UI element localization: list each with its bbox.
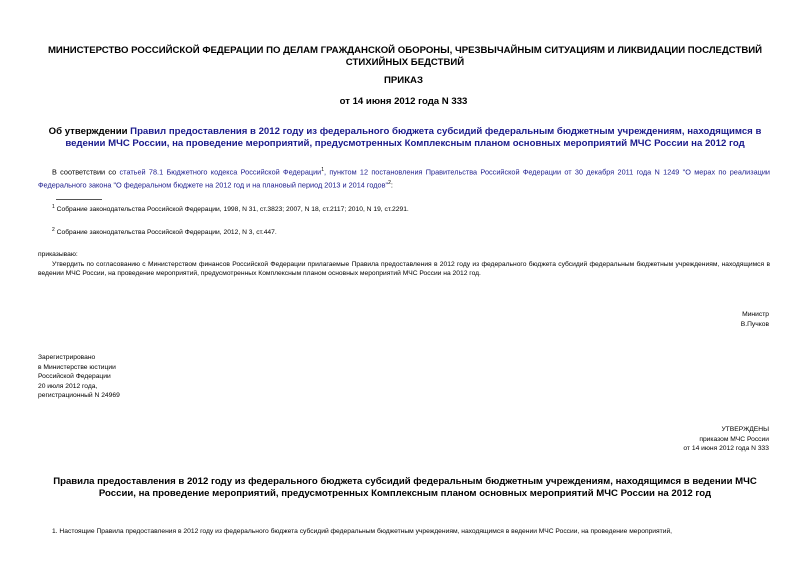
document-date: от 14 июня 2012 года N 333: [339, 96, 468, 107]
document-title: [40, 126, 770, 150]
signature-name: В.Пучков: [740, 320, 769, 328]
approved-line: от 14 июня 2012 года N 333: [683, 445, 769, 452]
registration-line: Зарегистрировано: [38, 354, 96, 361]
footnote-2: [52, 226, 784, 237]
footnote-text: Собрание законодательства Российской Федерации, 1998, N 31, ст.3823; 2007, N 18, ст.2117; 2010, N 19, ст.2291.: [56, 206, 409, 214]
footnote-mark: 1: [52, 204, 55, 210]
footnote-1: [52, 203, 784, 214]
approved-line: УТВЕРЖДЕНЫ: [721, 426, 769, 433]
intro-paragraph: [38, 165, 770, 191]
signature-block: [741, 310, 769, 329]
footnote-mark: 2: [52, 227, 55, 233]
order-text: Утвердить по согласованию с Министерством финансов Российской Федерации прилагаемые Правила предоставления в 2012 году из федерального бюджета субсидий федеральным бюджетным учреждениям, находящимся в ведении МЧС России, на проведение мероприятий, предусмотренных Комплексным планом основных мероприятий МЧС России на 2012 год.: [38, 261, 770, 277]
title-prefix: Об утверждении: [48, 126, 131, 137]
registration-line: в Министерстве юстиции: [38, 363, 116, 371]
intro-end: :: [390, 180, 393, 190]
registration-line: Российской Федерации: [38, 373, 111, 381]
rules-title: Правила предоставления в 2012 году из федерального бюджета субсидий федеральным бюджетным учреждениям, находящимся в ведении МЧС России, на проведение мероприятий, предусмотренных Комплексным планом основных мероприятий МЧС России на 2012 год: [53, 476, 757, 499]
order-verb: приказываю:: [38, 251, 78, 258]
registration-block: [38, 353, 120, 401]
footnote-text: Собрание законодательства Российской Федерации, 2012, N 3, ст.447.: [56, 229, 277, 237]
ministry-heading: МИНИСТЕРСТВО РОССИЙСКОЙ ФЕДЕРАЦИИ ПО ДЕЛАМ ГРАЖДАНСКОЙ ОБОРОНЫ, ЧРЕЗВЫЧАЙНЫМ СИТУАЦИЯМ И ЛИКВИДАЦИИ ПОСЛЕДСТВИЙ СТИХИЙНЫХ БЕДСТВИЙ: [47, 45, 763, 68]
approved-line: приказом МЧС России: [699, 435, 769, 443]
footnote-ref-2[interactable]: 2: [388, 179, 391, 186]
intro-prefix: В соответствии со: [52, 167, 120, 177]
rules-item-1: 1. Настоящие Правила предоставления в 2012 году из федерального бюджета субсидий федеральным бюджетным учреждениям, находящимся в ведении МЧС России, на проведение мероприятий,: [52, 528, 673, 535]
approved-block: [683, 425, 769, 454]
budget-code-link[interactable]: статьей 78.1 Бюджетного кодекса Российской Федерации: [119, 167, 322, 177]
signature-position: Министр: [742, 311, 769, 318]
registration-line: регистрационный N 24969: [38, 392, 120, 400]
footnote-ref-1[interactable]: 1: [321, 167, 325, 173]
footnote-separator: [56, 199, 102, 200]
title-rules-link[interactable]: Правил предоставления в 2012 году из федерального бюджета субсидий федеральным бюджетным учреждениям, находящимся в ведении МЧС России, на проведение мероприятий, предусмотренных Комплексным планом основных мероприятий МЧС России на 2012 год: [65, 126, 762, 149]
registration-line: 20 июля 2012 года,: [38, 382, 98, 390]
resolution-link[interactable]: , пунктом 12 постановления Правительства Российской Федерации от 30 декабря 2011 года N 1249 "О мерах по реализации Федерального закона "О федеральном бюджете на 2012 год и на плановый период 2013 и 2014 годов": [38, 167, 770, 190]
document-type: ПРИКАЗ: [384, 75, 423, 86]
